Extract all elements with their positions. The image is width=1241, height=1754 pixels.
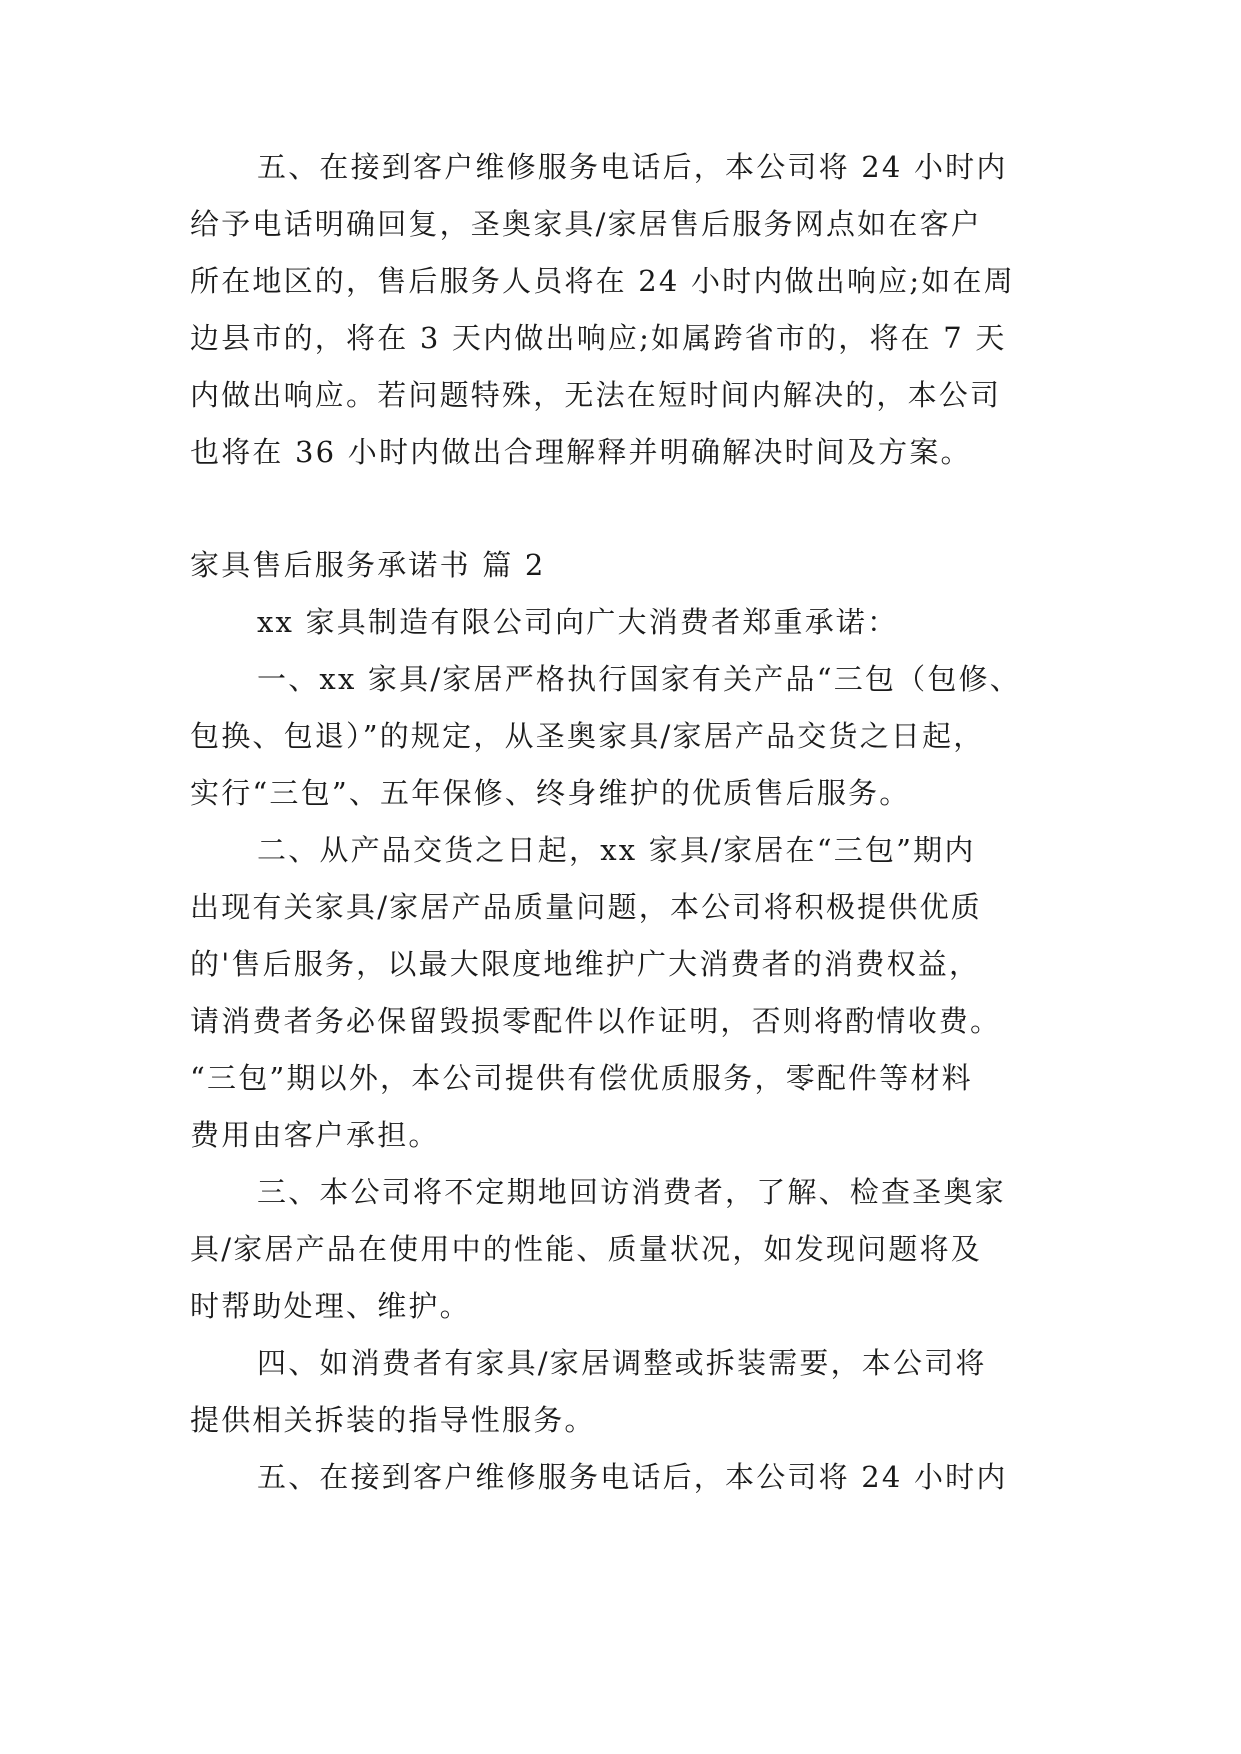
paragraph-line: xx 家具制造有限公司向广大消费者郑重承诺： [257,605,899,639]
section-heading: 家具售后服务承诺书 篇 2 [190,548,546,582]
paragraph-line: 具/家居产品在使用中的性能、质量状况，如发现问题将及 [190,1232,982,1266]
paragraph-line: 也将在 36 小时内做出合理解释并明确解决时间及方案。 [190,435,972,469]
paragraph-line: “三包”期以外，本公司提供有偿优质服务，零配件等材料 [190,1061,973,1095]
paragraph-line: 二、从产品交货之日起，xx 家具/家居在“三包”期内 [257,833,976,867]
paragraph-line: 的'售后服务，以最大限度地维护广大消费者的消费权益， [190,947,981,981]
paragraph-line: 包换、包退）”的规定，从圣奥家具/家居产品交货之日起， [190,719,985,753]
paragraph-line: 请消费者务必保留毁损零配件以作证明，否则将酌情收费。 [190,1004,1002,1038]
paragraph-line: 五、在接到客户维修服务电话后，本公司将 24 小时内 [257,150,1008,184]
paragraph-line: 内做出响应。若问题特殊，无法在短时间内解决的，本公司 [190,378,1002,412]
paragraph-line: 五、在接到客户维修服务电话后，本公司将 24 小时内 [257,1460,1008,1494]
paragraph-line: 费用由客户承担。 [190,1118,440,1152]
paragraph-line: 时帮助处理、维护。 [190,1289,471,1323]
paragraph-line: 提供相关拆装的指导性服务。 [190,1403,596,1437]
paragraph-line: 四、如消费者有家具/家居调整或拆装需要，本公司将 [257,1346,987,1380]
paragraph-line: 实行“三包”、五年保修、终身维护的优质售后服务。 [190,776,911,810]
paragraph-line: 三、本公司将不定期地回访消费者，了解、检查圣奥家 [257,1175,1006,1209]
paragraph-line: 所在地区的，售后服务人员将在 24 小时内做出响应;如在周 [190,264,1015,298]
paragraph-line: 给予电话明确回复，圣奥家具/家居售后服务网点如在客户 [190,207,982,241]
paragraph-line: 边县市的，将在 3 天内做出响应;如属跨省市的，将在 7 天 [190,321,1007,355]
paragraph-line: 出现有关家具/家居产品质量问题，本公司将积极提供优质 [190,890,982,924]
paragraph-line: 一、xx 家具/家居严格执行国家有关产品“三包（包修、 [257,662,1021,696]
